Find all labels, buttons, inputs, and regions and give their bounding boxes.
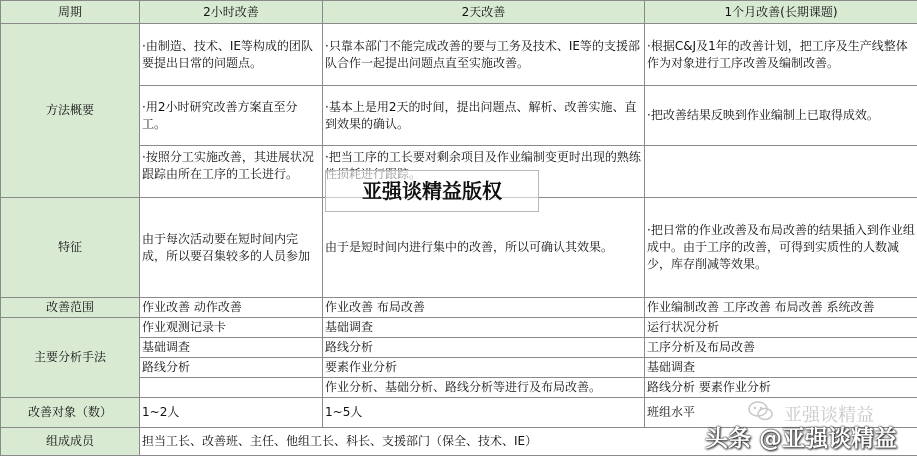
analysis-cell: 基础调查 <box>140 338 323 358</box>
method-cell: ·根据C&J及1年的改善计划，把工序及生产线整体作为对象进行工序改善及编制改善。 <box>645 24 917 86</box>
header-period: 周期 <box>1 1 140 24</box>
analysis-cell: 工序分析及布局改善 <box>645 338 917 358</box>
members-cell: 担当工长、改善班、主任、他组工长、科长、支援部门（保全、技术、IE） <box>140 428 917 456</box>
analysis-cell: 路线分析 <box>140 358 323 378</box>
method-row-1 <box>1 24 917 86</box>
analysis-label: 主要分析手法 <box>1 318 140 398</box>
scope-row <box>1 298 917 318</box>
analysis-cell: 路线分析 <box>323 338 645 358</box>
analysis-cell <box>140 378 323 398</box>
analysis-cell: 作业分析、基础分析、路线分析等进行及布局改善。 <box>323 378 645 398</box>
analysis-cell: 运行状况分析 <box>645 318 917 338</box>
feature-row <box>1 198 917 298</box>
header-2d: 2天改善 <box>323 1 645 24</box>
analysis-cell: 路线分析 要素作业分析 <box>645 378 917 398</box>
header-1m: 1个月改善(长期课题) <box>645 1 917 24</box>
method-cell: ·把改善结果反映到作业编制上已取得成效。 <box>645 86 917 146</box>
method-cell: ·由制造、技术、IE等构成的团队要提出日常的问题点。 <box>140 24 323 86</box>
analysis-cell: 基础调查 <box>645 358 917 378</box>
header-2h: 2小时改善 <box>140 1 323 24</box>
feature-label: 特征 <box>1 198 140 298</box>
method-cell: ·基本上是用2天的时间，提出问题点、解析、改善实施、直到效果的确认。 <box>323 86 645 146</box>
target-cell: 班组水平 <box>645 398 917 428</box>
feature-cell: 由于每次活动要在短时间内完成，所以要召集较多的人员参加 <box>140 198 323 298</box>
analysis-cell: 作业观测记录卡 <box>140 318 323 338</box>
method-cell: ·用2小时研究改善方案直至分工。 <box>140 86 323 146</box>
method-cell: ·按照分工实施改善，其进展状况跟踪由所在工序的工长进行。 <box>140 146 323 198</box>
header-row <box>1 1 917 24</box>
members-label: 组成成员 <box>1 428 140 456</box>
scope-cell: 作业编制改善 工序改善 布局改善 系统改善 <box>645 298 917 318</box>
method-cell <box>645 146 917 198</box>
target-cell: 1~2人 <box>140 398 323 428</box>
method-label: 方法概要 <box>1 24 140 198</box>
method-cell: ·把当工序的工长要对剩余项目及作业编制变更时出现的熟练 <box>323 146 645 198</box>
feature-cell: 由于是短时间内进行集中的改善，所以可确认其效果。 <box>323 198 645 298</box>
scope-label: 改善范围 <box>1 298 140 318</box>
feature-cell: ·把日常的作业改善及布局改善的结果插入到作业组成中。由于工序的改善，可得到实质性的人数减少，库存削减等效果。 <box>645 198 917 298</box>
analysis-cell: 要素作业分析 <box>323 358 645 378</box>
analysis-cell: 基础调查 <box>323 318 645 338</box>
target-cell: 1~5人 <box>323 398 645 428</box>
wechat-icon <box>748 400 774 422</box>
copyright-watermark: 亚强谈精益版权 <box>325 170 539 212</box>
faint-watermark: 亚强谈精益 <box>784 405 874 426</box>
scope-cell: 作业改善 动作改善 <box>140 298 323 318</box>
analysis-row <box>1 318 917 338</box>
source-watermark: 头条 @亚强谈精益 <box>705 426 898 452</box>
target-label: 改善对象（数） <box>1 398 140 428</box>
method-cell: ·只靠本部门不能完成改善的要与工务及技术、IE等的支援部队合作一起提出问题点直至实施改善。 <box>323 24 645 86</box>
scope-cell: 作业改善 布局改善 <box>323 298 645 318</box>
